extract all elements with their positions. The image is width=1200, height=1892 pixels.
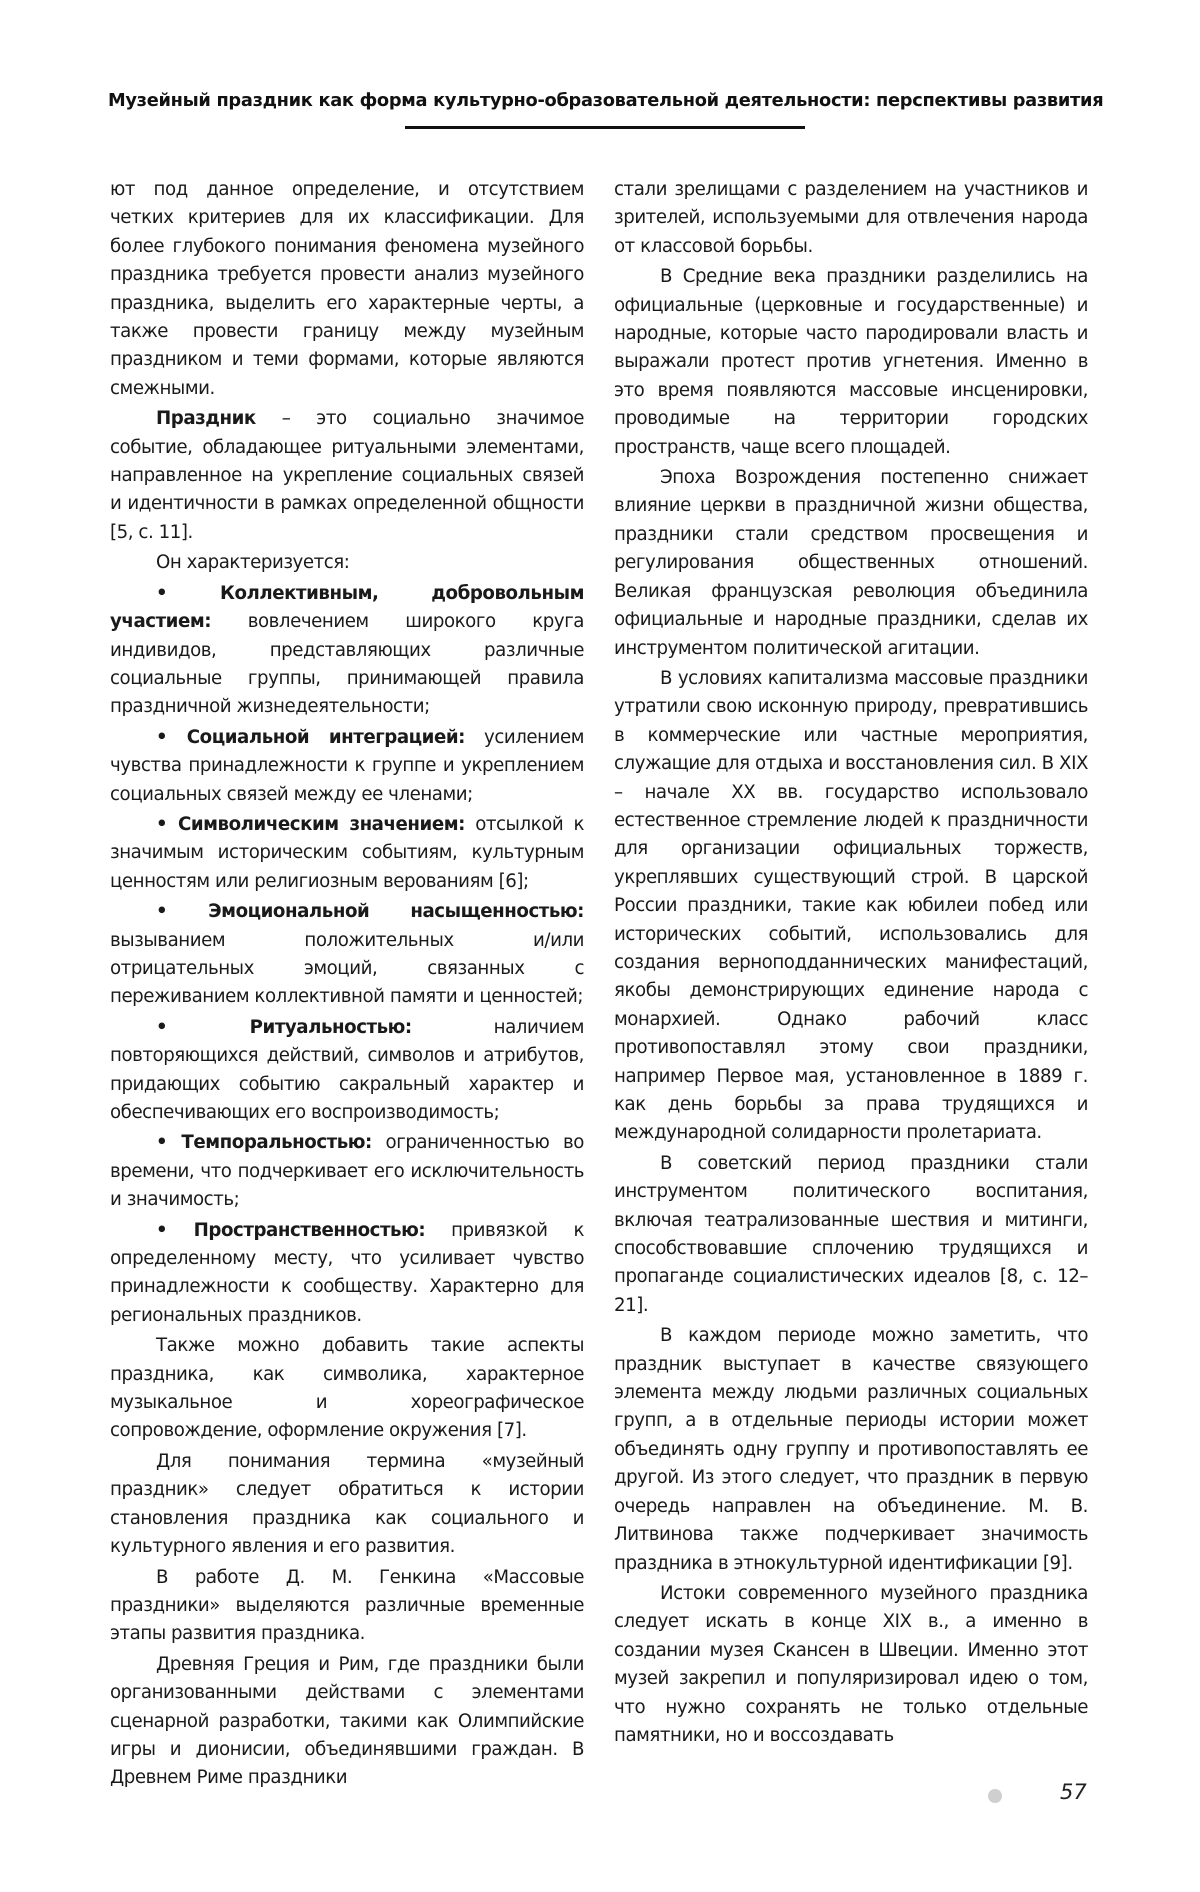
bullet-term: • Пространственностью: xyxy=(156,1219,426,1241)
paragraph: В условиях капитализма массовые праздники утратили свою исконную природу, превратившись в коммерческие или частные мероприятия, служащие для отдыха и восстановления сил. В XIX – начале XX вв. государство использовало естественное стремление людей к праздничности для организации официальных торжеств, укреплявших существующий строй. В царской России праздники, такие как юбилеи побед или исторических событий, использовались для создания верноподданнических манифестаций, якобы демонстрирующих единение народа с монархией. Однако рабочий класс противопоставлял этому свои праздники, например Первое мая, установленное в 1889 г. как день борьбы за права трудящихся и международной солидарности пролетариата. xyxy=(614,667,1088,1144)
bullet-item xyxy=(110,898,584,1012)
bullet-term: • Эмоциональной насыщенностью: xyxy=(156,901,584,923)
definition-text: – это социально значимое событие, обладающее ритуальными элементами, направленное на укрепление социальных связей и идентичности в рамках определенной общности [5, с. 11]. xyxy=(110,408,584,543)
page-marker-dot xyxy=(988,1789,1002,1803)
paragraph: Древняя Греция и Рим, где праздники были организованными действами с элементами сценарной разработки, такими как Олимпийские игры и дионисии, объединявшими граждан. В Древнем Риме праздники xyxy=(110,1653,584,1789)
paragraph: Для понимания термина «музейный праздник» следует обратиться к истории становления праздника как социального и культурного явления и его развития. xyxy=(110,1450,584,1558)
paragraph: Истоки современного музейного праздника следует искать в конце XIX в., а именно в создании музея Скансен в Швеции. Именно этот музей закрепил и популяризировал идею о том, что нужно сохранять не только отдельные памятники, но и воссоздавать xyxy=(614,1582,1088,1746)
bullet-text: ограниченностью во времени, что подчеркивает его исключительность и значимость; xyxy=(110,1132,584,1211)
bullet-item xyxy=(110,724,584,809)
paragraph: В советский период праздники стали инструментом политического воспитания, включая театрализованные шествия и митинги, способствовавшие сплочению трудящихся и пропаганде социалистических идеалов [8, с. 12–21]. xyxy=(614,1152,1088,1316)
bullet-term: • Социальной интеграцией: xyxy=(156,726,465,748)
paragraph-definition xyxy=(110,405,584,547)
bullet-item xyxy=(110,1014,584,1128)
running-header: Музейный праздник как форма культурно-образовательной деятельности: перспективы развития xyxy=(108,90,1104,111)
right-column xyxy=(614,176,1088,1750)
left-column xyxy=(110,176,584,1793)
page-number: 57 xyxy=(1060,1780,1087,1804)
bullet-term: • Коллективным, добровольным участием: xyxy=(110,582,584,633)
paragraph: Также можно добавить такие аспекты праздника, как символика, характерное музыкальное и хореографическое сопровождение, оформление окружения [7]. xyxy=(110,1335,584,1442)
paragraph: В каждом периоде можно заметить, что праздник выступает в качестве связующего элемента между людьми различных социальных групп, а в отдельные периоды истории может объединять одну группу и противопоставлять ее другой. Из этого следует, что праздник в первую очередь направлен на объединение. М. В. Литвинова также подчеркивает значимость праздника в этнокультурной идентификации [9]. xyxy=(614,1325,1088,1574)
bullet-text: привязкой к определенному месту, что усиливает чувство принадлежности к сообществу. Характерно для региональных праздников. xyxy=(110,1219,584,1326)
bullet-item xyxy=(110,580,584,722)
term-prazdnik: Праздник xyxy=(156,408,256,430)
bullet-term: • Темпоральностью: xyxy=(156,1132,372,1154)
paragraph: стали зрелищами с разделением на участников и зрителей, используемыми для отвлечения народа от классовой борьбы. xyxy=(614,179,1088,257)
paragraph: В работе Д. М. Генкина «Массовые праздники» выделяются различные временные этапы развития праздника. xyxy=(110,1566,584,1645)
bullet-text: отсылкой к значимым историческим событиям, культурным ценностям или религиозным верованиям [6]; xyxy=(110,813,584,892)
bullet-item xyxy=(110,1129,584,1214)
paragraph: ют под данное определение, и отсутствием четких критериев для их классификации. Для более глубокого понимания феномена музейного праздника требуется провести анализ музейного праздника, выделить его характерные черты, а также провести границу между музейным праздником и теми формами, которые являются смежными. xyxy=(110,179,584,399)
bullet-text: усилением чувства принадлежности к группе и укреплением социальных связей между ее членами; xyxy=(110,726,584,805)
bullet-item xyxy=(110,811,584,896)
bullet-text: вызыванием положительных и/или отрицательных эмоций, связанных с переживанием коллективной памяти и ценностей; xyxy=(110,929,584,1008)
bullet-text: вовлечением широкого круга индивидов, представляющих различные социальные группы, принимающей правила праздничной жизнедеятельности; xyxy=(110,611,584,718)
bullet-term: • Символическим значением: xyxy=(156,813,465,835)
paragraph: В Средние века праздники разделились на официальные (церковные и государственные) и народные, которые часто пародировали власть и выражали протест против угнетения. Именно в это время появляются массовые инсценировки, проводимые на территории городских пространств, чаще всего площадей. xyxy=(614,266,1088,458)
paragraph: Эпоха Возрождения постепенно снижает влияние церкви в праздничной жизни общества, праздники стали средством просвещения и регулирования общественных отношений. Великая французская революция объединила официальные и народные праздники, сделав их инструментом политической агитации. xyxy=(614,467,1088,659)
header-rule xyxy=(405,126,805,129)
bullet-item xyxy=(110,1217,584,1331)
paragraph: Он характеризуется: xyxy=(156,552,350,574)
bullet-text: наличием повторяющихся действий, символов и атрибутов, придающих событию сакральный характер и обеспечивающих его воспроизводимость; xyxy=(110,1016,584,1123)
bullet-term: • Ритуальностью: xyxy=(156,1016,412,1038)
